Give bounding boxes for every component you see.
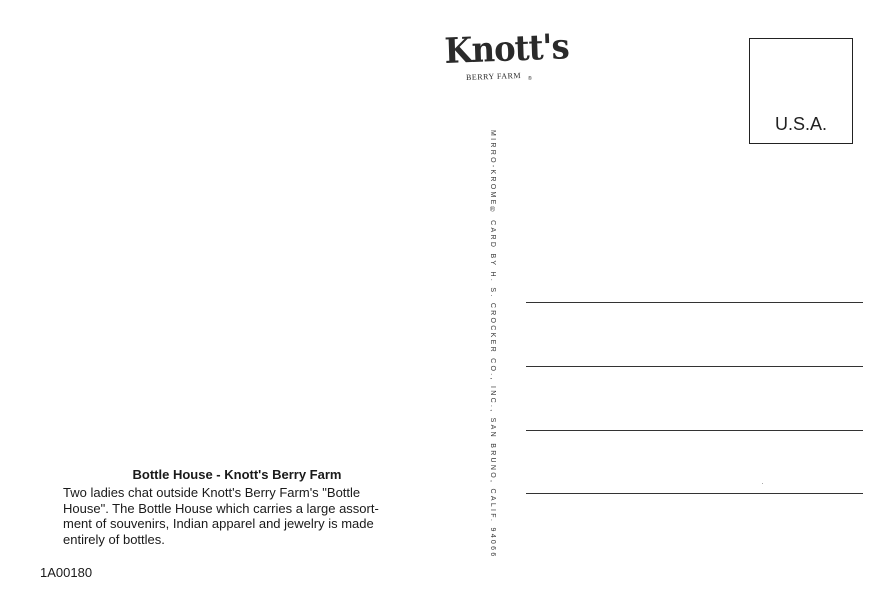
address-line	[526, 302, 863, 303]
printer-credit	[485, 130, 499, 559]
caption-title: Bottle House - Knott's Berry Farm	[132, 467, 342, 482]
knotts-berry-farm-logo	[443, 26, 570, 84]
paper-speck	[762, 483, 763, 484]
caption-line: Two ladies chat outside Knott's Berry Farm's "Bottle	[63, 485, 361, 500]
caption-line: entirely of bottles.	[63, 531, 165, 547]
logo-wordmark: Knott's	[443, 26, 570, 72]
logo-subtitle: BERRY FARM	[465, 71, 522, 82]
address-line	[526, 430, 863, 431]
stamp-box	[749, 38, 853, 144]
caption-line: House". The Bottle House which carries a large assort-	[63, 500, 379, 516]
card-id: 1A00180	[40, 565, 93, 580]
caption-body	[63, 485, 413, 547]
address-line	[526, 493, 863, 494]
address-line	[526, 366, 863, 367]
printer-credit-text: MIRRO-KROME® CARD BY H. S. CROCKER CO., INC., SAN BRUNO, CALIF. 94066	[489, 130, 496, 559]
stamp-country-label: U.S.A.	[774, 114, 827, 134]
caption-line: ment of souvenirs, Indian apparel and jewelry is made	[63, 516, 374, 531]
logo-registered-mark: ®	[528, 76, 532, 82]
